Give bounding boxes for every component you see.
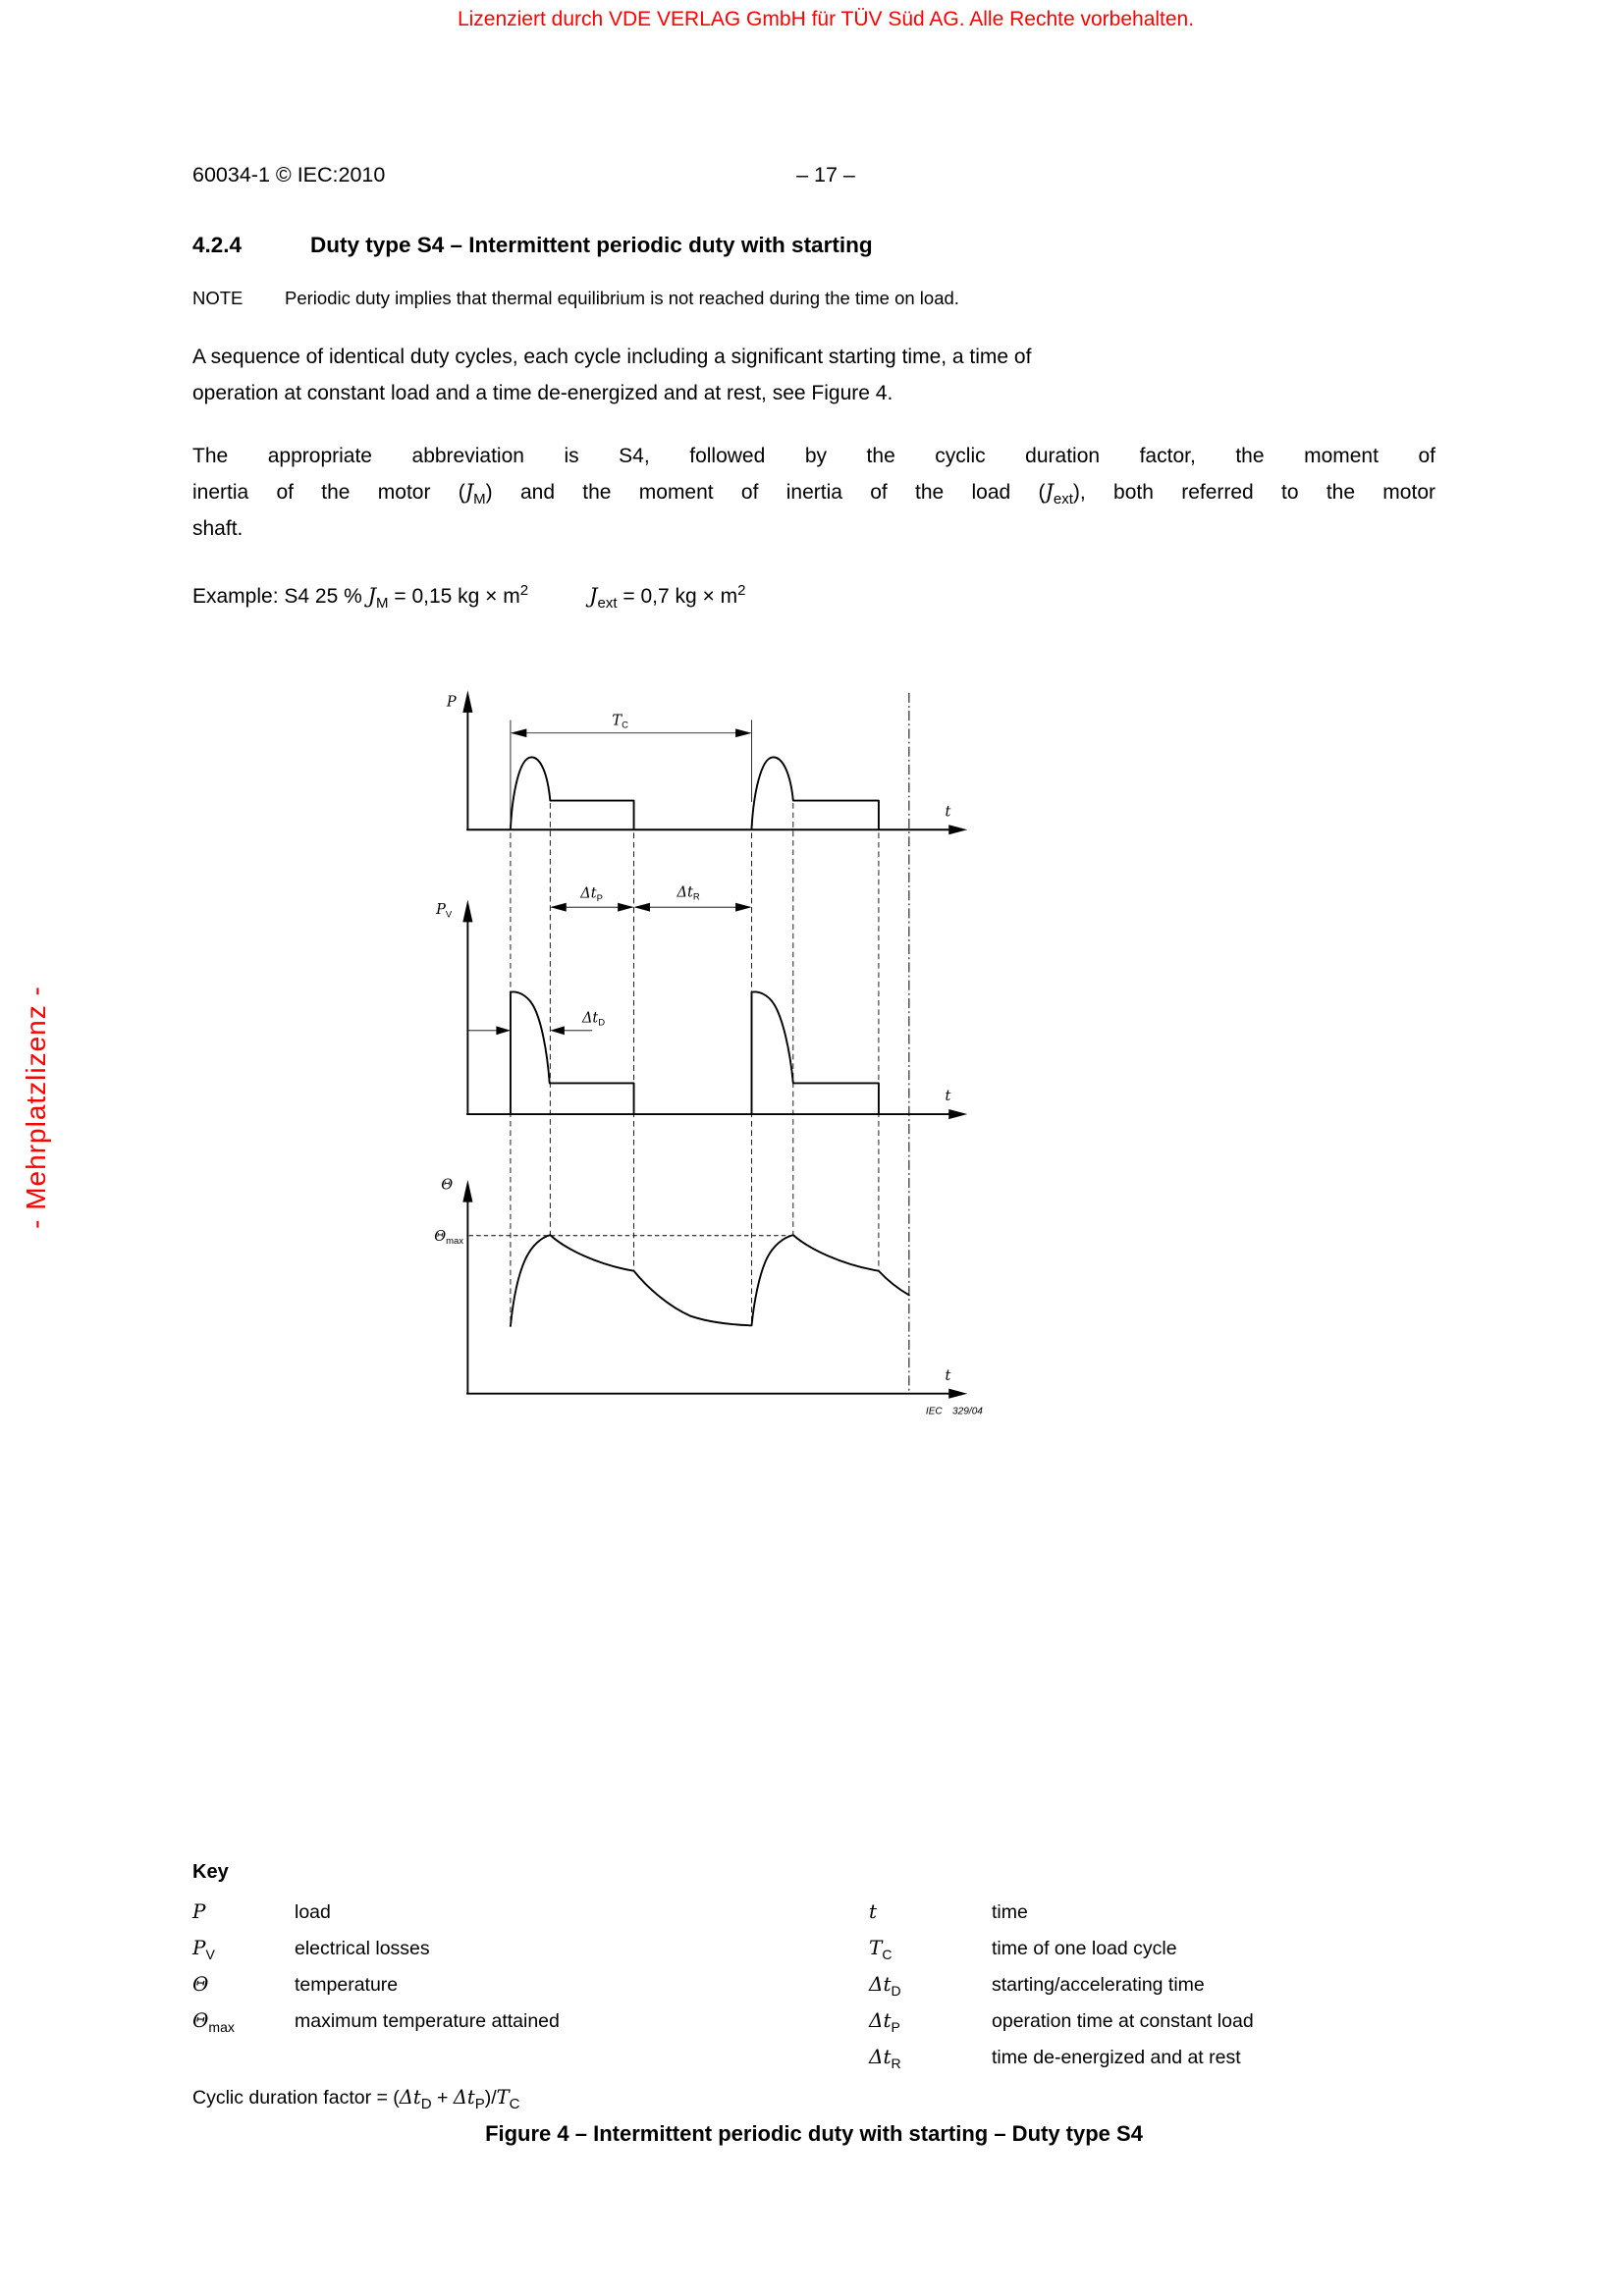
paragraph-2-line-2-text-c: ), both referred to the motor — [1072, 481, 1435, 504]
cdf-divide: )/ — [484, 2087, 497, 2109]
key-desc: maximum temperature attained — [295, 2010, 560, 2032]
page-number: – 17 – — [796, 163, 855, 187]
p-y-axis-arrow-icon — [462, 690, 472, 713]
example-line — [192, 578, 1435, 614]
key-row-time — [869, 1894, 1478, 1930]
tr-label — [677, 884, 700, 902]
key-row-rest-time — [869, 2039, 1478, 2075]
example-exponent-1: 2 — [519, 582, 529, 599]
paragraph-1-line-2: operation at constant load and a time de-energized and at rest, see Figure 4. — [192, 382, 893, 404]
key-symbol-sub: D — [891, 1983, 901, 1999]
key-desc: time of one load cycle — [992, 1938, 1177, 1959]
tr-arrow-right-icon — [735, 903, 751, 912]
key-row-starting-time — [869, 1966, 1478, 2002]
pv-x-axis-arrow-icon — [948, 1109, 967, 1119]
paragraph-2-line-2-text: inertia of the motor ( — [192, 481, 465, 504]
cdf-plus: + — [431, 2087, 454, 2109]
symbol-jext-sub: ext — [597, 595, 618, 612]
theta-max-label — [434, 1229, 463, 1247]
document-reference: 60034-1 © IEC:2010 — [192, 163, 386, 187]
tr-arrow-left-icon — [634, 903, 650, 912]
cdf-text: Cyclic duration factor = ( — [192, 2087, 400, 2109]
tp-label — [579, 886, 603, 904]
symbol-jext: J — [589, 584, 598, 608]
theta-time-axis-label: t — [945, 1367, 951, 1384]
key-column-left — [192, 1894, 840, 2039]
symbol-jext-sub: ext — [1053, 491, 1073, 507]
key-row-temperature — [192, 1966, 840, 2002]
key-symbol-sub: C — [882, 1947, 893, 1962]
pv-axis-label — [435, 902, 453, 920]
example-exponent-2: 2 — [737, 582, 746, 599]
key-symbol — [869, 2002, 992, 2039]
key-desc: electrical losses — [295, 1938, 430, 1959]
paragraph-2-line-3: shaft. — [192, 517, 244, 540]
key-symbol — [192, 2002, 295, 2039]
license-banner: Lizenziert durch VDE VERLAG GmbH für TÜV Süd AG. Alle Rechte vorbehalten. — [457, 8, 1195, 30]
symbol-jm: J — [367, 584, 377, 608]
key-symbol-base: P — [192, 1936, 206, 1959]
note-paragraph — [192, 280, 1435, 316]
tr-symbol: Δt — [677, 884, 693, 901]
key-symbol-sub: max — [208, 2019, 235, 2035]
key-desc: load — [295, 1901, 331, 1923]
td-arrow-right-icon — [496, 1026, 511, 1035]
paragraph-2-line-1: The appropriate abbreviation is S4, followed by the cyclic duration factor, the moment of — [192, 445, 1435, 467]
key-heading: Key — [192, 1861, 229, 1883]
section-number: 4.2.4 — [192, 233, 243, 257]
cdf-symbol-tp: Δt — [453, 2086, 475, 2109]
example-value-2: = 0,7 kg × m — [617, 585, 738, 608]
td-arrow-left-icon — [550, 1026, 565, 1035]
example-prefix: Example: S4 25 % — [192, 585, 368, 608]
cdf-symbol-td: Δt — [399, 2086, 421, 2109]
key-symbol-sub: V — [205, 1947, 215, 1962]
paragraph-2 — [192, 438, 1435, 547]
section-title: Duty type S4 – Intermittent periodic duty with starting — [310, 233, 873, 257]
load-curve-cycle1 — [511, 757, 634, 828]
key-desc: time — [992, 1901, 1028, 1923]
key-symbol-base: t — [869, 1899, 878, 1923]
note-text: Periodic duty implies that thermal equilibrium is not reached during the time on load. — [285, 288, 959, 308]
cdf-sub-p: P — [474, 2096, 485, 2112]
key-symbol-base: Δt — [869, 2008, 892, 2032]
key-symbol-sub: R — [891, 2056, 901, 2071]
key-row-cycle-time — [869, 1930, 1478, 1966]
tr-subscript: R — [692, 891, 700, 903]
p-time-axis-label: t — [945, 804, 951, 821]
losses-curve-cycle1 — [511, 991, 634, 1114]
tc-symbol: T — [612, 713, 623, 729]
key-desc: time de-energized and at rest — [992, 2047, 1241, 2068]
symbol-jext: J — [1045, 480, 1054, 504]
watermark-mehrplatzlizenz: - Mehrplatzlizenz - — [21, 986, 51, 1229]
key-symbol — [869, 1966, 992, 2002]
key-symbol — [869, 2039, 992, 2075]
example-value-1: = 0,15 kg × m — [388, 585, 520, 608]
tp-symbol: Δt — [580, 885, 597, 902]
paragraph-2-line-2-text-b: ) and the moment of inertia of the load ( — [485, 481, 1046, 504]
note-label: NOTE — [192, 288, 244, 308]
pv-subscript: V — [445, 909, 453, 921]
pv-y-axis-arrow-icon — [462, 900, 472, 923]
figure-credit-label: IEC — [925, 1406, 943, 1417]
theta-max-symbol: Θ — [434, 1228, 447, 1245]
td-subscript: D — [598, 1017, 606, 1029]
key-row-load — [192, 1894, 840, 1930]
plot-temperature — [434, 1177, 983, 1416]
key-symbol-base: Θ — [192, 2008, 209, 2032]
load-curve-cycle2 — [752, 757, 879, 828]
section-heading — [192, 227, 1435, 263]
key-desc: operation time at constant load — [992, 2010, 1254, 2032]
key-row-operation-time — [869, 2002, 1478, 2039]
losses-curve-cycle2 — [752, 991, 879, 1114]
key-desc: temperature — [295, 1974, 399, 1996]
theta-y-axis-arrow-icon — [462, 1180, 472, 1202]
temperature-curve — [511, 1235, 909, 1326]
key-symbol-base: T — [869, 1936, 883, 1959]
figure-caption: Figure 4 – Intermittent periodic duty with starting – Duty type S4 — [485, 2121, 1143, 2146]
p-x-axis-arrow-icon — [948, 825, 967, 834]
tc-label — [612, 714, 628, 731]
figure-credit-number: 329/04 — [952, 1406, 983, 1417]
tp-arrow-right-icon — [618, 903, 633, 912]
td-symbol: Δt — [581, 1010, 599, 1027]
cdf-sub-c: C — [509, 2096, 520, 2112]
theta-x-axis-arrow-icon — [948, 1389, 967, 1399]
key-symbol-base: Θ — [192, 1972, 209, 1996]
key-symbol-base: Δt — [869, 2045, 892, 2068]
plot-load — [446, 690, 967, 834]
pv-symbol: P — [436, 902, 446, 919]
paragraph-1-line-1: A sequence of identical duty cycles, each cycle including a significant starting time, a time of — [192, 346, 1032, 368]
tp-subscript: P — [596, 892, 603, 904]
key-symbol — [192, 1930, 295, 1966]
key-column-right — [869, 1894, 1478, 2075]
paragraph-2-line-2 — [192, 474, 1435, 510]
key-desc: starting/accelerating time — [992, 1974, 1205, 1996]
key-row-max-temperature — [192, 2002, 840, 2039]
key-symbol-base: Δt — [869, 1972, 892, 1996]
key-symbol-base: P — [192, 1899, 206, 1923]
tp-arrow-left-icon — [550, 903, 566, 912]
tc-arrow-left-icon — [511, 728, 526, 737]
tc-arrow-right-icon — [735, 728, 751, 737]
key-symbol — [869, 1894, 992, 1930]
key-symbol — [192, 1894, 295, 1930]
p-axis-label: P — [446, 694, 457, 711]
figure-credit — [926, 1407, 983, 1417]
theta-axis-label: Θ — [441, 1177, 454, 1194]
td-label — [581, 1011, 605, 1029]
paragraph-1 — [192, 339, 1435, 411]
key-symbol — [869, 1930, 992, 1966]
symbol-jm-sub: M — [473, 491, 486, 507]
symbol-jm-sub: M — [376, 595, 389, 612]
tc-subscript: C — [622, 720, 628, 731]
plot-electrical-losses — [435, 884, 967, 1119]
key-symbol-sub: P — [891, 2019, 900, 2035]
figure-4-duty-cycle-diagram — [373, 682, 1276, 1850]
key-symbol — [192, 1966, 295, 2002]
cyclic-duration-factor-formula — [192, 2079, 520, 2116]
page-header — [192, 157, 1435, 193]
theta-max-subscript: max — [446, 1235, 463, 1247]
cdf-sub-d: D — [420, 2096, 432, 2112]
key-row-electrical-losses — [192, 1930, 840, 1966]
symbol-jm: J — [464, 480, 474, 504]
cdf-symbol-tc: T — [496, 2086, 510, 2109]
pv-time-axis-label: t — [945, 1089, 951, 1105]
dashed-guide-lines — [511, 693, 909, 1393]
